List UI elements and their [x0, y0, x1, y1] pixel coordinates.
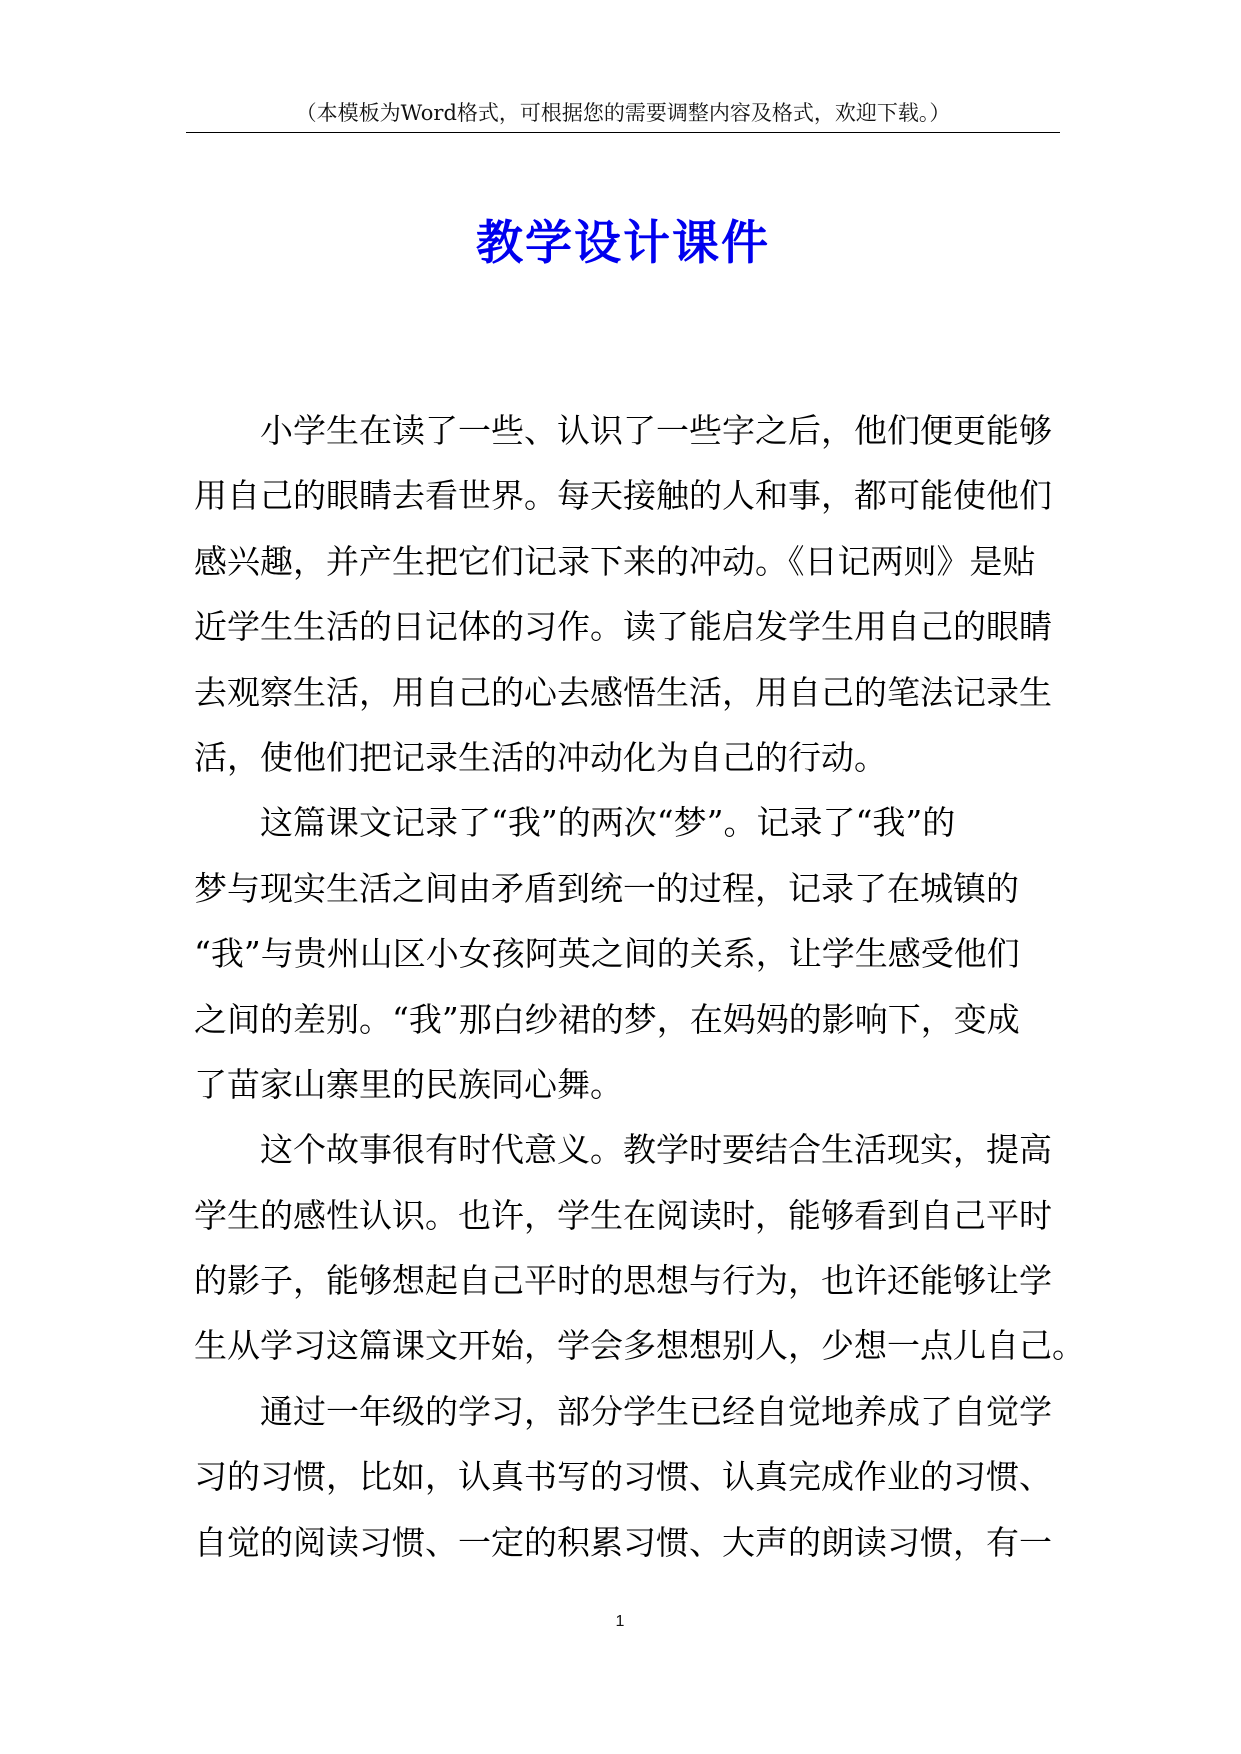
- paragraph: [194, 398, 1074, 790]
- header-divider: [186, 132, 1060, 133]
- document-title: 教学设计课件: [476, 216, 770, 271]
- text-line: 习的习惯，比如，认真书写的习惯、认真完成作业的习惯、: [194, 1457, 1052, 1497]
- text-line: 之间的差别。“我”那白纱裙的梦，在妈妈的影响下，变成: [194, 999, 1020, 1039]
- text-line: 去观察生活，用自己的心去感悟生活，用自己的笔法记录生: [194, 672, 1052, 712]
- page-number: 1: [615, 1613, 625, 1630]
- text-line: 生从学习这篇课文开始，学会多想想别人，少想一点儿自己。: [194, 1326, 1085, 1366]
- paragraph: [194, 790, 1074, 1117]
- text-line: 这个故事很有时代意义。教学时要结合生活现实，提高: [260, 1130, 1052, 1170]
- text-line: 梦与现实生活之间由矛盾到统一的过程，记录了在城镇的: [194, 868, 1019, 908]
- text-line: 的影子，能够想起自己平时的思想与行为，也许还能够让学: [194, 1261, 1052, 1301]
- template-header-note: （本模板为Word格式，可根据您的需要调整内容及格式，欢迎下载。）: [295, 101, 951, 125]
- text-line: 用自己的眼睛去看世界。每天接触的人和事，都可能使他们: [194, 476, 1052, 516]
- text-line: 自觉的阅读习惯、一定的积累习惯、大声的朗读习惯，有一: [194, 1522, 1052, 1562]
- text-line: 这篇课文记录了“我”的两次“梦”。记录了“我”的: [260, 803, 956, 843]
- paragraph: [194, 1117, 1085, 1379]
- document-body: [194, 398, 1085, 1575]
- text-line: 学生的感性认识。也许，学生在阅读时，能够看到自己平时: [194, 1195, 1052, 1235]
- paragraph: [194, 1379, 1074, 1575]
- text-line: 了苗家山寨里的民族同心舞。: [194, 1064, 623, 1104]
- text-line: “我”与贵州山区小女孩阿英之间的关系，让学生感受他们: [194, 934, 1020, 974]
- text-line: 小学生在读了一些、认识了一些字之后，他们便更能够: [260, 411, 1052, 450]
- text-line: 通过一年级的学习，部分学生已经自觉地养成了自觉学: [260, 1391, 1052, 1431]
- text-line: 感兴趣，并产生把它们记录下来的冲动。《日记两则》是贴: [194, 541, 1036, 581]
- text-line: 活，使他们把记录生活的冲动化为自己的行动。: [194, 737, 887, 777]
- text-line: 近学生生活的日记体的习作。读了能启发学生用自己的眼睛: [194, 607, 1052, 647]
